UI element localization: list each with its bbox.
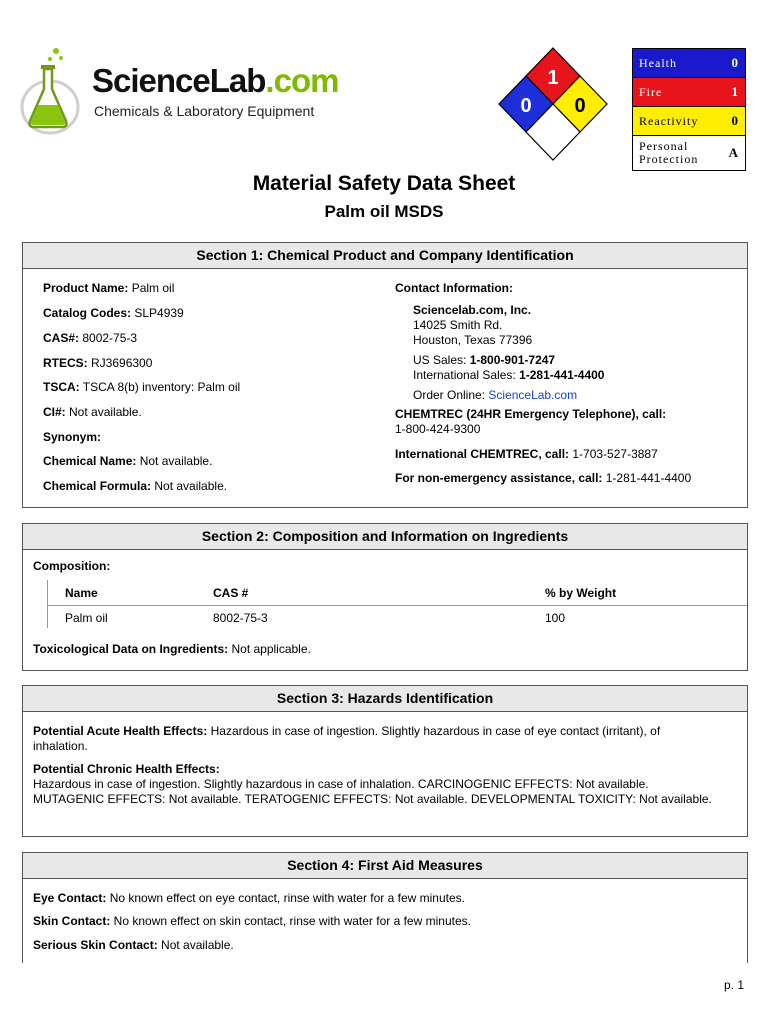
international-sales: International Sales: 1-281-441-4400	[413, 368, 605, 382]
document-title: Material Safety Data Sheet	[252, 172, 516, 195]
toxicological-data: Toxicological Data on Ingredients: Not applicable.	[33, 642, 311, 656]
product-identification	[43, 281, 383, 504]
table-cell: Palm oil	[65, 611, 108, 625]
nfpa-flammability: 1	[547, 67, 559, 89]
section-heading: Section 1: Chemical Product and Company Identification	[23, 243, 747, 269]
flask-icon	[20, 45, 100, 135]
hazard-value: 0	[731, 55, 739, 70]
nfpa-health: 0	[520, 95, 532, 117]
hazard-label: Fire	[639, 84, 663, 99]
hazard-fire-row	[633, 78, 745, 107]
section-heading: Section 2: Composition and Information on Ingredients	[23, 524, 747, 550]
table-row	[47, 606, 747, 630]
composition-label: Composition:	[33, 559, 111, 573]
section-4	[22, 852, 748, 963]
section-heading: Section 4: First Aid Measures	[23, 853, 747, 879]
document-subtitle: Palm oil MSDS	[324, 202, 444, 221]
brand-tagline: Chemicals & Laboratory Equipment	[94, 103, 315, 119]
chemtrec-label: CHEMTREC (24HR Emergency Telephone), call:	[395, 407, 667, 421]
us-sales: US Sales: 1-800-901-7247	[413, 353, 556, 367]
hazard-protection-row	[633, 136, 745, 170]
section-1	[22, 242, 748, 508]
non-emergency-assistance: For non-emergency assistance, call: 1-281-441-4400	[395, 471, 692, 485]
field-product-name: Product Name: Palm oil	[43, 281, 175, 295]
table-cell: 8002-75-3	[213, 611, 268, 625]
field-catalog-codes: Catalog Codes: SLP4939	[43, 306, 184, 320]
hazard-value: 1	[731, 84, 739, 99]
section-2	[22, 523, 748, 671]
company-name: Sciencelab.com, Inc.	[413, 303, 532, 317]
eye-contact: Eye Contact: No known effect on eye contact, rinse with water for a few minutes.	[33, 891, 465, 905]
brand-name: ScienceLab.com	[92, 62, 339, 99]
field-synonym: Synonym:	[43, 430, 102, 444]
hazard-value: A	[728, 145, 739, 160]
chronic-health-effects: Potential Chronic Health Effects: Hazardous in case of ingestion. Slightly hazardous in case of inhalation. CARCINOGENIC EFFECTS: Not available. MUTAGENIC EFFECTS: Not available. TERATOGENIC EFFECTS: Not available. DEVELOPMENTAL TOXICITY: Not available.	[33, 762, 712, 806]
hazard-reactivity-row	[633, 107, 745, 136]
hazard-label: Reactivity	[639, 113, 699, 128]
contact-label: Contact Information:	[395, 281, 513, 295]
hazard-rating-box	[632, 48, 746, 171]
column-header: % by Weight	[545, 586, 617, 600]
international-chemtrec: International CHEMTREC, call: 1-703-527-3887	[395, 447, 658, 461]
order-online: Order Online: ScienceLab.com	[413, 388, 578, 402]
field-cas: CAS#: 8002-75-3	[43, 331, 138, 345]
nfpa-diamond	[496, 46, 610, 164]
acute-health-effects: Potential Acute Health Effects: Hazardous in case of ingestion. Slightly hazardous in case of eye contact (irritant), of inhalation.	[33, 724, 661, 753]
field-chemical-formula: Chemical Formula: Not available.	[43, 479, 228, 493]
hazard-label: Health	[639, 55, 677, 70]
address-line-2: Houston, Texas 77396	[413, 333, 533, 347]
column-header: Name	[65, 586, 98, 600]
field-tsca: TSCA: TSCA 8(b) inventory: Palm oil	[43, 380, 241, 394]
table-cell: 100	[545, 611, 566, 625]
nfpa-reactivity: 0	[574, 95, 586, 117]
section-heading: Section 3: Hazards Identification	[23, 686, 747, 712]
serious-skin-contact: Serious Skin Contact: Not available.	[33, 938, 234, 952]
hazard-label: Personal Protection	[639, 139, 699, 166]
contact-information	[395, 281, 740, 486]
field-chemical-name: Chemical Name: Not available.	[43, 454, 213, 468]
page-number: p. 1	[724, 978, 745, 992]
field-ci: CI#: Not available.	[43, 405, 142, 419]
section-3	[22, 685, 748, 837]
composition-table	[47, 581, 747, 630]
skin-contact: Skin Contact: No known effect on skin contact, rinse with water for a few minutes.	[33, 914, 471, 928]
column-header: CAS #	[213, 586, 249, 600]
hazard-health-row	[633, 49, 745, 78]
address-line-1: 14025 Smith Rd.	[413, 318, 503, 332]
sciencelab-link[interactable]: ScienceLab.com	[488, 388, 578, 402]
table-header-row	[47, 581, 747, 606]
field-rtecs: RTECS: RJ3696300	[43, 356, 153, 370]
chemtrec-number: 1-800-424-9300	[395, 422, 481, 436]
hazard-value: 0	[731, 113, 739, 128]
company-block	[395, 303, 740, 403]
